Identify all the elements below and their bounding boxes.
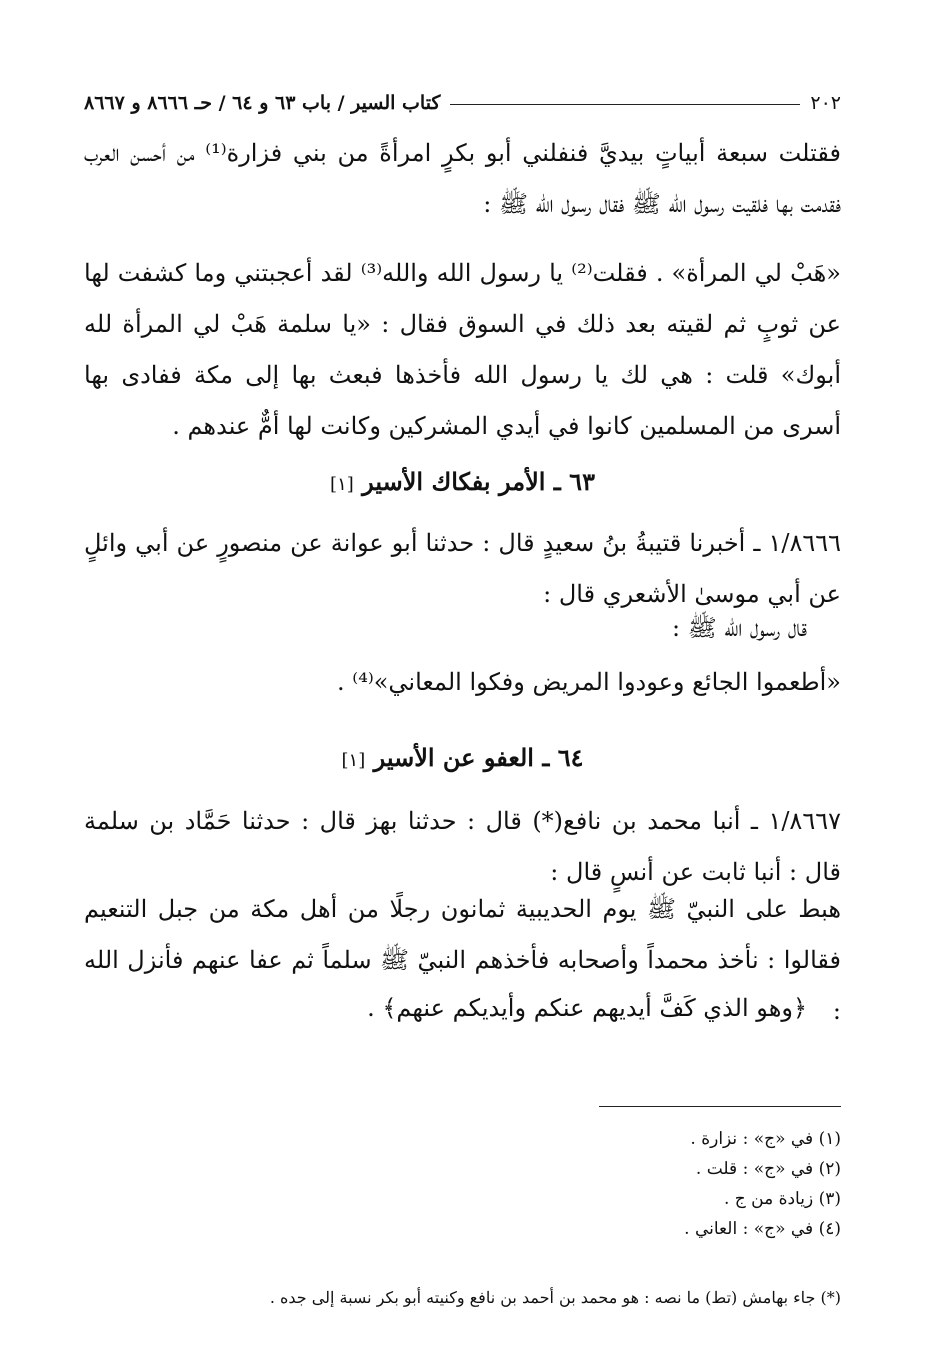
footnote-3: (٣) زيادة من ج .: [723, 1189, 841, 1209]
hadith-8666-isnad: [84, 518, 841, 620]
section-63-title: ٦٣ ـ الأمر بفكاك الأسير: [362, 467, 595, 496]
header-rule: [450, 104, 800, 105]
hadith-8667-isnad: [84, 796, 841, 898]
footnote-2: (٢) في «ج» : قلت .: [695, 1159, 841, 1179]
running-header: [84, 84, 841, 114]
section-63-heading: [84, 462, 841, 505]
hadith-8667-isnad-text: ١/٨٦٦٧ ـ أنبا محمد بن نافع(*) قال : حدثنا بهز قال : حدثنا حَمَّاد بن سلمة قال : أنبا ثابت عن أنسٍ قال :: [84, 807, 841, 886]
intro-text-1: فقتلت سبعة أبياتٍ بيديَّ فنفلني أبو بكرٍ امرأةً من بني فزارة⁽¹⁾ من أحسن العرب فقدمت بها فلقيت رسول الله ﷺ فقال رسول الله ﷺ :: [84, 139, 841, 218]
hadith-8666-line-2: «أطعموا الجائع وعودوا المريض وفكوا المعاني»⁽⁴⁾ .: [337, 668, 841, 696]
hadith-8666-isnad-text: ١/٨٦٦٦ ـ أخبرنا قتيبةُ بنُ سعيدٍ قال : حدثنا أبو عوانة عن منصورٍ عن أبي وائلٍ عن أبي موسىٰ الأشعري قال :: [84, 529, 842, 608]
footnotes: [684, 1124, 841, 1244]
asterisk-footnote: (*) جاء بهامش (تط) ما نصه : هو محمد بن أحمد بن نافع وكنيته أبو بكر نسبة إلى جده .: [269, 1288, 841, 1307]
section-64-heading: [84, 738, 841, 781]
footnote-1: (١) في «ج» : نزارة .: [690, 1129, 841, 1149]
quran-verse: ﴿وهو الذي كَفَّ أيديهم عنكم وأيديكم عنهم﴾ .: [367, 994, 807, 1022]
footnote-rule: [599, 1106, 841, 1107]
footnote-4: (٤) في «ج» : العاني .: [684, 1219, 841, 1239]
intro-paragraph-1: [84, 128, 841, 230]
section-64-title: ٦٤ ـ العفو عن الأسير: [373, 743, 584, 772]
hadith-8667-body: هبط على النبيّ ﷺ يوم الحديبية ثمانون رجلًا من أهل مكة من جبل التنعيم فقالوا : نأخذ محمداً وأصحابه فأخذهم النبيّ ﷺ سلماً ثم عفا عنهم فأنزل الله :: [84, 895, 841, 1025]
section-63-note: [١]: [330, 474, 354, 495]
section-64-note: [١]: [341, 750, 366, 771]
hadith-8666-line-1: قال رسول الله ﷺ :: [672, 614, 807, 642]
intro-text-2: «هَبْ لي المرأة» . فقلت⁽²⁾ يا رسول الله والله⁽³⁾ لقد أعجبتني وما كشفت لها عن ثوبٍ ثم لقيته بعد ذلك في السوق فقال : «يا سلمة هَبْ لي المرأة لله أبوك» قلت : هي لك يا رسول الله فأخذها فبعث بها إلى مكة ففادى بها أسرى من المسلمين كانوا في أيدي المشركين وكانت لها أمٌّ عندهم .: [84, 259, 841, 440]
intro-paragraph-2: [84, 248, 841, 452]
header-title: كتاب السير / باب ٦٣ و ٦٤ / حـ ٨٦٦٦ و ٨٦٦٧: [84, 92, 441, 114]
page-number: ٢٠٢: [810, 92, 841, 114]
